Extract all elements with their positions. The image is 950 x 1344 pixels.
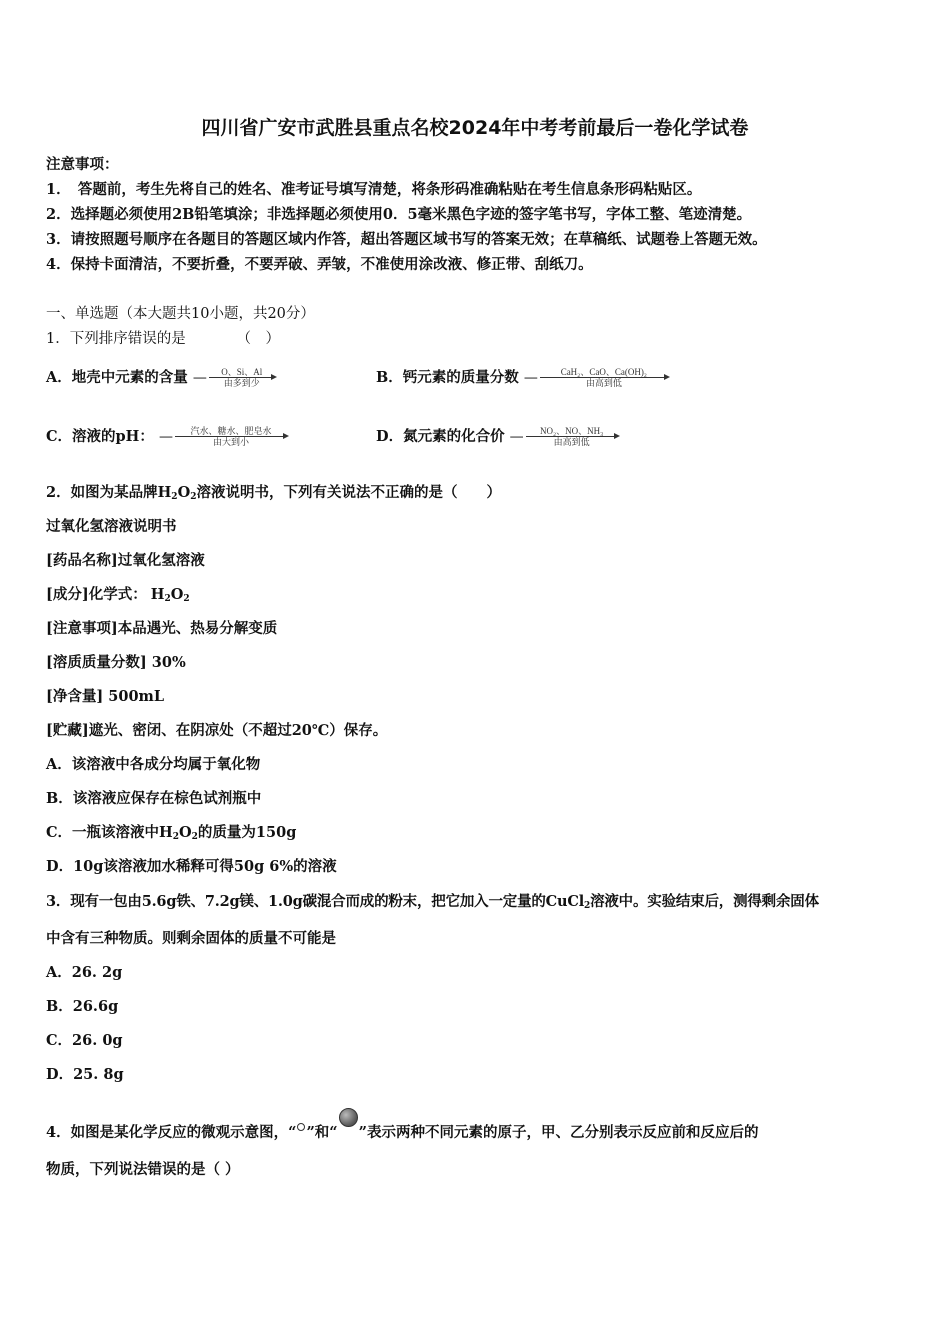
q4-stem-text: ”表示两种不同元素的原子，甲、乙分别表示反应前和反应后的 (358, 1124, 759, 1141)
q3-stem-text: 溶液中。实验结束后，测得剩余固体 (590, 893, 819, 910)
q2-stem (46, 481, 501, 502)
q3-option-d: D．25. 8g (46, 1066, 124, 1083)
dash-icon: — (158, 429, 173, 445)
q4-stem-line2: 物质，下列说法错误的是（ ） (46, 1161, 240, 1178)
q1-option-c (46, 425, 287, 448)
q1-option-a (46, 366, 275, 389)
section-heading: 一、单选题（本大题共10小题，共20分） (46, 306, 315, 322)
arrow-icon (526, 436, 618, 437)
notice-item-4: 4．保持卡面清洁，不要折叠，不要弄破、弄皱，不准使用涂改液、修正带、刮纸刀。 (46, 256, 593, 273)
q1-option-a-bottom: 由多到少 (223, 378, 260, 388)
q1-option-d-label: D．氮元素的化合价 (376, 428, 505, 445)
q3-option-a: A．26. 2g (46, 964, 123, 981)
q2-option-a: A．该溶液中各成分均属于氧化物 (46, 756, 261, 773)
notice-item-2: 2．选择题必须使用2B铅笔填涂；非选择题必须使用0．5毫米黑色字迹的签字笔书写，字体工整、笔迹清楚。 (46, 206, 752, 223)
q2-manual-formula (46, 583, 190, 604)
subscript: 2 (171, 492, 178, 502)
q1-option-c-label: C．溶液的pH： (46, 428, 154, 445)
q2-manual-volume: [净含量] 500mL (46, 688, 165, 705)
q2-option-c-text: O (179, 824, 192, 841)
notice-heading: 注意事项： (46, 156, 119, 173)
subscript: 2 (183, 594, 190, 604)
q1-option-a-top: O、Si、Al (221, 367, 263, 377)
q2-manual-caution: [注意事项]本品遇光、热易分解变质 (46, 620, 278, 637)
q2-formula-label: [成分]化学式： (46, 586, 147, 603)
dash-icon: — (523, 370, 538, 386)
subscript: 2 (172, 832, 180, 842)
q3-option-b: B．26.6g (46, 998, 119, 1015)
q1-option-b-bottom: 由高到低 (585, 378, 622, 388)
q2-option-c-text: 的质量为150g (197, 824, 297, 841)
notice-item-3: 3．请按照题号顺序在各题目的答题区域内作答，超出答题区域书写的答案无效；在草稿纸、试题卷上答题无效。 (46, 231, 767, 248)
page-title: 四川省广安市武胜县重点名校2024年中考考前最后一卷化学试卷 (201, 117, 749, 139)
subscript: 2 (584, 901, 591, 911)
q1-option-d-top: NO₂、NO、NH₃ (540, 426, 604, 436)
q1-option-c-bottom: 由大到小 (212, 437, 249, 447)
q1-option-a-label: A．地壳中元素的含量 (46, 369, 188, 386)
q1-option-a-arrow (209, 367, 275, 389)
q2-manual-name: [药品名称]过氧化氢溶液 (46, 552, 205, 569)
q2-option-c-text: C．一瓶该溶液中H (46, 824, 173, 841)
q1-option-d (376, 425, 618, 448)
q2-option-b: B．该溶液应保存在棕色试剂瓶中 (46, 790, 262, 807)
arrow-icon (175, 436, 287, 437)
dash-icon: — (192, 370, 207, 386)
notice-item-1: 1． 答题前，考生先将自己的姓名、准考证号填写清楚，将条形码准确粘贴在考生信息条形码粘贴区。 (46, 181, 702, 198)
arrow-icon (209, 377, 275, 378)
subscript: 2 (191, 832, 198, 842)
q2-formula-text: H (150, 586, 165, 603)
q4-stem-line1 (46, 1108, 758, 1142)
q2-stem-text: 2．如图为某品牌H (46, 484, 172, 501)
q3-option-c: C．26. 0g (46, 1032, 123, 1049)
q2-formula-text: O (170, 586, 184, 603)
q2-manual-title: 过氧化氢溶液说明书 (46, 518, 177, 535)
subscript: 2 (190, 492, 197, 502)
q2-manual-fraction: [溶质质量分数] 30% (46, 654, 186, 671)
q1-option-c-top: 汽水、糖水、肥皂水 (190, 426, 272, 436)
q4-stem-text: 4．如图是某化学反应的微观示意图，“ (46, 1124, 297, 1141)
q1-option-d-bottom: 由高到低 (553, 437, 590, 447)
q2-option-d: D．10g该溶液加水稀释可得50g 6%的溶液 (46, 858, 337, 875)
q1-option-b (376, 366, 668, 389)
q2-manual-storage: [贮藏]遮光、密闭、在阴凉处（不超过20℃）保存。 (46, 722, 388, 739)
q1-option-b-label: B．钙元素的质量分数 (376, 369, 519, 386)
q1-option-d-arrow (526, 426, 618, 448)
q1-option-b-top: CaH₂、CaO、Ca(OH)₂ (560, 367, 647, 377)
q4-stem-text: ”和“ (306, 1124, 338, 1141)
dash-icon: — (509, 429, 524, 445)
q3-stem-line2: 中含有三种物质。则剩余固体的质量不可能是 (46, 930, 336, 947)
subscript: 2 (164, 594, 171, 604)
arrow-icon (540, 377, 668, 378)
q2-stem-text: O (177, 484, 191, 501)
q1-option-b-arrow (540, 367, 668, 389)
q1-stem: 1．下列排序错误的是 （ ） (46, 331, 280, 347)
q3-stem-text: 3．现有一包由5.6g铁、7.2g镁、1.0g碳混合而成的粉末，把它加入一定量的CuCl (46, 893, 585, 910)
q1-option-c-arrow (175, 426, 287, 448)
small-atom-icon (297, 1123, 305, 1131)
q2-stem-text: 溶液说明书，下列有关说法不正确的是（ ） (196, 484, 501, 501)
q3-stem-line1 (46, 890, 819, 911)
q2-option-c (46, 821, 296, 842)
large-atom-icon (339, 1108, 358, 1127)
